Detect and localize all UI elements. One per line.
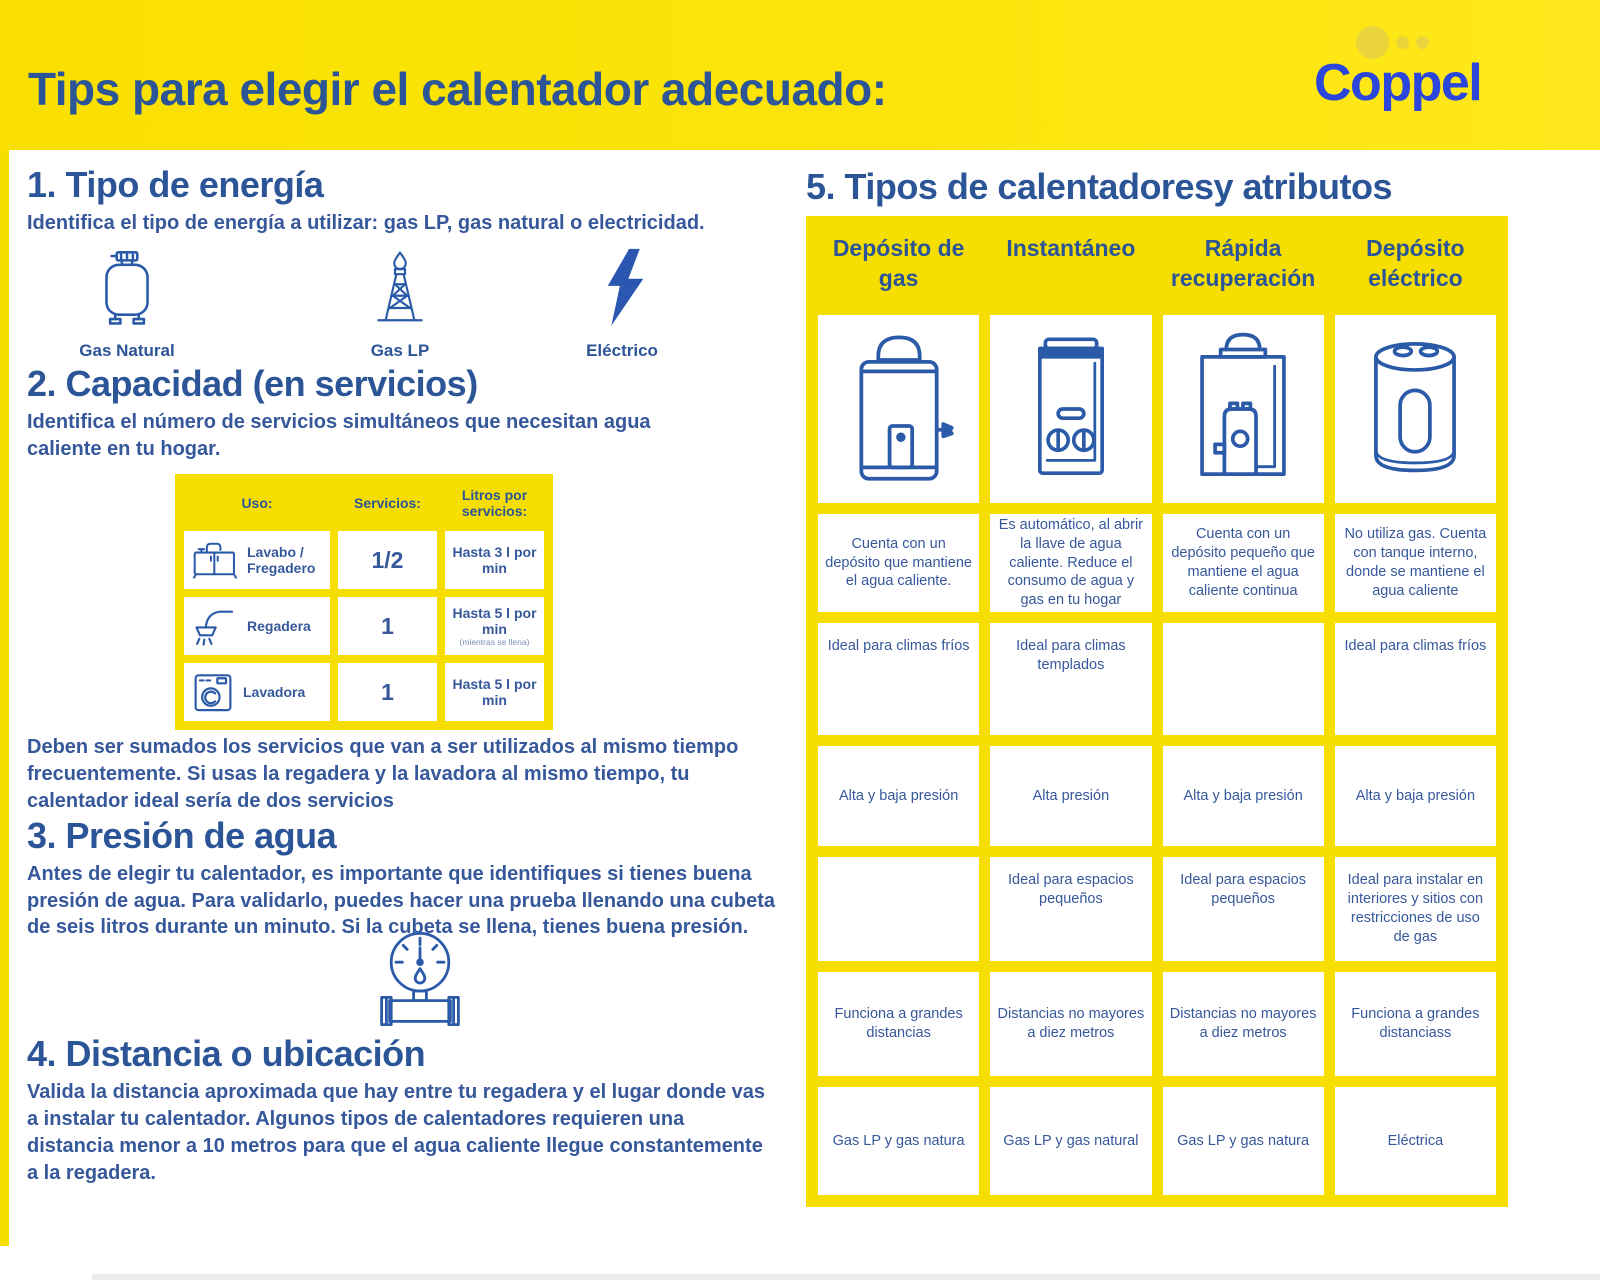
- section2-description: Identifica el número de servicios simultáneos que necesitan agua caliente en tu hogar.: [27, 410, 651, 460]
- table-row-regadera-servicios: 1: [338, 597, 437, 655]
- energy-label: Gas LP: [370, 340, 430, 360]
- main-content: [0, 150, 1600, 1207]
- heater-cell-clima: Ideal para climas fríos: [818, 623, 979, 735]
- pressure-gauge-icon: [375, 927, 465, 1039]
- capacity-footnote: Deben ser sumados los servicios que van a ser utilizados al mismo tiempo frecuentemente. Si usas la regadera y la lavadora al mismo tiempo, tu calentador ideal sería de dos servicios: [27, 736, 739, 812]
- heater-cell-clima: [1163, 623, 1324, 735]
- heater-cell-descripcion: Cuenta con un depósito que mantiene el agua caliente.: [818, 514, 979, 612]
- section2-title: 2. Capacidad (en servicios): [27, 362, 478, 404]
- heater-cell-presion: Alta y baja presión: [818, 746, 979, 846]
- heater-cell-icon: [1163, 315, 1324, 503]
- uso-label: Lavadora: [243, 684, 306, 701]
- heater-cell-energia: Gas LP y gas natural: [990, 1087, 1151, 1195]
- litros-value: Hasta 5 l por min: [452, 676, 537, 709]
- lightning-bolt-icon: [590, 245, 654, 331]
- coppel-wordmark: Coppel: [1314, 54, 1482, 112]
- heater-cell-presion: Alta y baja presión: [1163, 746, 1324, 846]
- logo-dot-small: [1396, 36, 1409, 49]
- table-row-lavadora-uso: [184, 663, 330, 721]
- heater-cell-icon: [990, 315, 1151, 503]
- heater-cell-energia: Gas LP y gas natura: [818, 1087, 979, 1195]
- heater-gas-tank-icon: [840, 328, 958, 490]
- heater-rapid-recovery-icon: [1187, 329, 1299, 489]
- washer-icon: [192, 671, 234, 713]
- heater-cell-espacios: Ideal para espacios pequeños: [990, 857, 1151, 961]
- heater-cell-clima: Ideal para climas fríos: [1335, 623, 1496, 735]
- heater-cell-espacios: Ideal para instalar en interiores y sitios con restricciones de uso de gas: [1335, 857, 1496, 961]
- energy-type-gas-natural: [27, 247, 227, 361]
- heater-cell-energia: Gas LP y gas natura: [1163, 1087, 1324, 1195]
- heater-cell-espacios: Ideal para espacios pequeños: [1163, 857, 1324, 961]
- heater-cell-descripcion: No utiliza gas. Cuenta con tanque interno, donde se mantiene el agua caliente: [1335, 514, 1496, 612]
- litros-value: Hasta 3 l por min: [452, 544, 537, 577]
- left-column: [0, 150, 778, 1207]
- column-header-rapida-recuperacion: Rápida recuperación: [1170, 235, 1316, 291]
- heater-electric-tank-icon: [1359, 329, 1471, 489]
- heater-cell-distancia: Distancias no mayores a diez metros: [1163, 972, 1324, 1076]
- right-column: [778, 150, 1600, 1207]
- logo-dot-small: [1416, 36, 1429, 49]
- heater-cell-distancia: Funciona a grandes distancias: [818, 972, 979, 1076]
- table-row-lavadora-servicios: 1: [338, 663, 437, 721]
- heater-cell-distancia: Funciona a grandes distanciass: [1335, 972, 1496, 1076]
- heater-cell-icon: [818, 315, 979, 503]
- gas-tank-icon: [94, 247, 160, 331]
- table-row-lavabo-servicios: 1/2: [338, 531, 437, 589]
- litros-note: (mientras se llena): [459, 637, 530, 648]
- heater-cell-descripcion: Es automático, al abrir la llave de agua caliente. Reduce el consumo de agua y gas en tu hogar: [990, 514, 1151, 612]
- section5-title: 5. Tipos de calentadoresy atributos: [806, 166, 1393, 207]
- table-row-regadera-uso: [184, 597, 330, 655]
- energy-label: Gas Natural: [79, 340, 175, 360]
- bottom-edge-strip: [92, 1274, 1600, 1280]
- heater-types-table: [806, 216, 1508, 1207]
- shower-icon: [192, 606, 238, 646]
- energy-types-row: [27, 245, 778, 361]
- uso-label: Regadera: [247, 618, 311, 635]
- capacity-header-litros: Litros por servicios:: [461, 487, 528, 520]
- heater-instant-icon: [1016, 328, 1126, 490]
- capacity-header-servicios: Servicios:: [354, 495, 421, 512]
- column-header-deposito-electrico: Depósito eléctrico: [1366, 235, 1465, 291]
- column-header-deposito-gas: Depósito de gas: [832, 235, 965, 291]
- capacity-header-uso: Uso:: [241, 495, 273, 512]
- section1-description: Identifica el tipo de energía a utilizar: gas LP, gas natural o electricidad.: [27, 212, 705, 234]
- coppel-logo: [1314, 26, 1494, 113]
- section3-description: Antes de elegir tu calentador, es importante que identifiques si tienes buena presión de agua. Para validarlo, puedes hacer una prueba llenando una cubeta de seis litros durante un minuto. Si la cubeta se llena, tienes buena presión.: [27, 862, 775, 939]
- section4-description: Valida la distancia aproximada que hay entre tu regadera y el lugar donde vas a instalar tu calentador. Algunos tipos de calentadores requieren una distancia menor a 10 metros para que el agua caliente llegue constantemente a la regadera.: [27, 1081, 766, 1184]
- table-row-regadera-litros: [445, 597, 544, 655]
- heater-cell-descripcion: Cuenta con un depósito pequeño que mantiene el agua caliente continua: [1163, 514, 1324, 612]
- heater-cell-presion: Alta y baja presión: [1335, 746, 1496, 846]
- heater-cell-presion: Alta presión: [990, 746, 1151, 846]
- gas-derrick-icon: [364, 249, 436, 331]
- heater-cell-icon: [1335, 315, 1496, 503]
- table-row-lavabo-uso: [184, 531, 330, 589]
- page-title: Tips para elegir el calentador adecuado:: [28, 63, 887, 115]
- heater-cell-energia: Eléctrica: [1335, 1087, 1496, 1195]
- litros-value: Hasta 5 l por min: [452, 604, 537, 637]
- column-header-instantaneo: Instantáneo: [1006, 235, 1136, 261]
- table-row-lavadora-litros: [445, 663, 544, 721]
- energy-type-electrico: [527, 245, 717, 361]
- heater-cell-espacios: [818, 857, 979, 961]
- heater-cell-distancia: Distancias no mayores a diez metros: [990, 972, 1151, 1076]
- section4-title: 4. Distancia o ubicación: [27, 1033, 426, 1075]
- energy-type-gas-lp: [295, 249, 505, 361]
- header-banner: [0, 0, 1600, 150]
- section1-title: 1. Tipo de energía: [27, 164, 324, 205]
- capacity-table: [175, 474, 553, 730]
- energy-label: Eléctrico: [586, 340, 658, 360]
- heater-cell-clima: Ideal para climas templados: [990, 623, 1151, 735]
- table-row-lavabo-litros: [445, 531, 544, 589]
- sink-icon: [192, 540, 238, 580]
- uso-label: Lavabo / Fregadero: [247, 544, 316, 577]
- section3-title: 3. Presión de agua: [27, 814, 337, 856]
